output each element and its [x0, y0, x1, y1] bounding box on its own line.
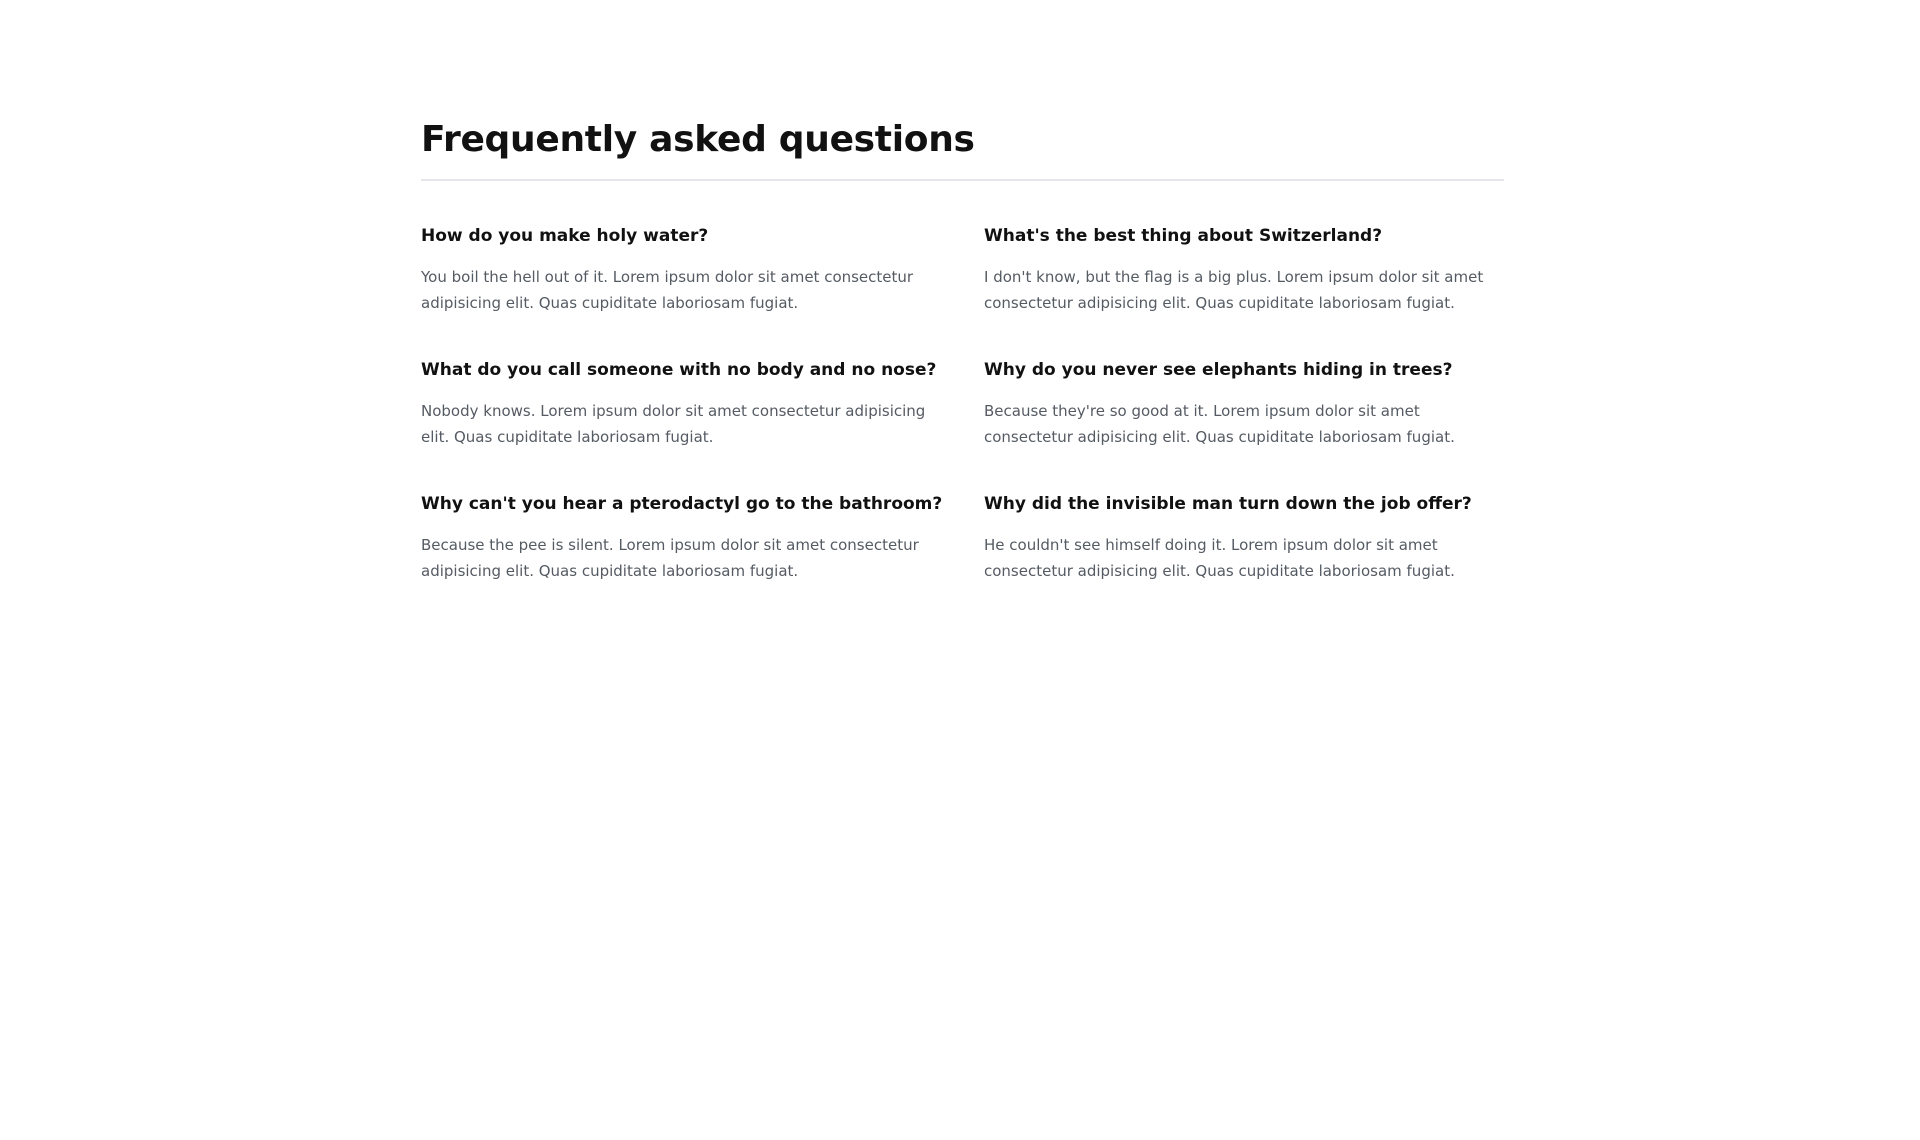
- faq-section: [421, 116, 1504, 584]
- faq-question: What's the best thing about Switzerland?: [984, 226, 1383, 246]
- faq-question: How do you make holy water?: [421, 226, 709, 246]
- faq-item: [984, 224, 1504, 316]
- faq-item: [421, 224, 935, 316]
- faq-item: [984, 492, 1504, 584]
- faq-item: [421, 358, 935, 450]
- faq-item: [421, 492, 943, 584]
- page-title: Frequently asked questions: [421, 119, 975, 160]
- faq-list: [421, 224, 1504, 584]
- faq-question: What do you call someone with no body and no nose?: [421, 360, 937, 380]
- faq-question: Why can't you hear a pterodactyl go to the bathroom?: [421, 494, 943, 514]
- faq-question: Why did the invisible man turn down the job offer?: [984, 494, 1472, 514]
- faq-answer: He couldn't see himself doing it. Lorem ipsum dolor sit amet consectetur adipisicing elit. Quas cupiditate laboriosam fugiat.: [984, 536, 1455, 580]
- title-divider: [421, 179, 1504, 181]
- faq-answer: Because the pee is silent. Lorem ipsum dolor sit amet consectetur adipisicing elit. Quas cupiditate laboriosam fugiat.: [421, 536, 919, 580]
- faq-item: [984, 358, 1504, 450]
- faq-answer: Nobody knows. Lorem ipsum dolor sit amet consectetur adipisicing elit. Quas cupiditate laboriosam fugiat.: [421, 402, 926, 446]
- faq-answer: You boil the hell out of it. Lorem ipsum dolor sit amet consectetur adipisicing elit. Quas cupiditate laboriosam fugiat.: [421, 268, 914, 312]
- faq-answer: I don't know, but the flag is a big plus. Lorem ipsum dolor sit amet consectetur adipisicing elit. Quas cupiditate laboriosam fugiat.: [984, 268, 1484, 312]
- faq-question: Why do you never see elephants hiding in trees?: [984, 360, 1453, 380]
- faq-answer: Because they're so good at it. Lorem ipsum dolor sit amet consectetur adipisicing elit. Quas cupiditate laboriosam fugiat.: [984, 402, 1455, 446]
